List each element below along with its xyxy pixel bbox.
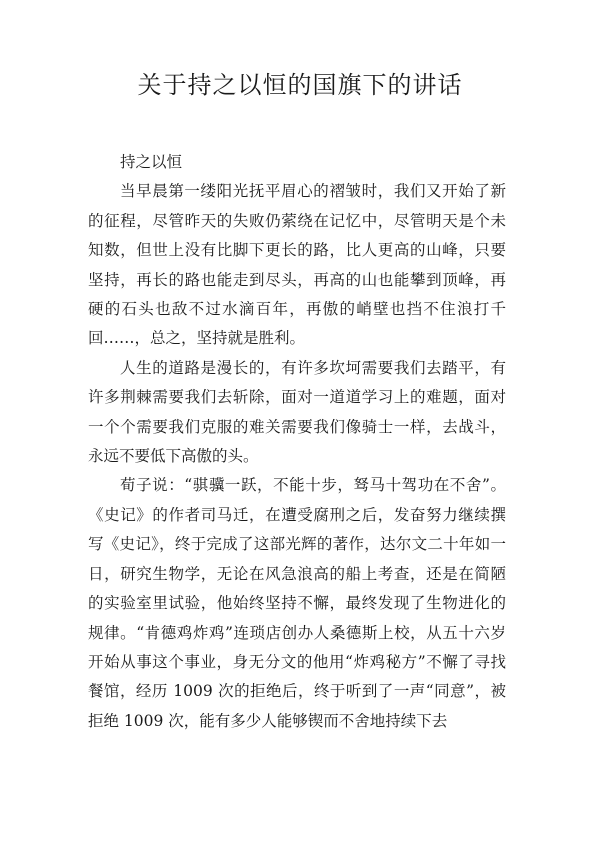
paragraph: 人生的道路是漫长的，有许多坎坷需要我们去踏平，有许多荆棘需要我们去斩除，面对一道道学习上的难题，面对一个个需要我们克服的难关需要我们像骑士一样，去战斗，永远不要低下高傲的头。 (88, 358, 506, 466)
document-body (88, 148, 506, 736)
document-subtitle: 持之以恒 (120, 153, 183, 171)
paragraph: 当早晨第一缕阳光抚平眉心的褶皱时，我们又开始了新的征程，尽管昨天的失败仍萦绕在记忆中，尽管明天是个未知数，但世上没有比脚下更长的路，比人更高的山峰，只要坚持，再长的路也能走到尽头，再高的山也能攀到顶峰，再硬的石头也敌不过水滴百年，再傲的峭壁也挡不住浪打千回……，总之，坚持就是胜利。 (88, 182, 506, 348)
paragraph: 荀子说：“骐骥一跃，不能十步，驽马十驾功在不舍”。《史记》的作者司马迁，在遭受腐刑之后，发奋努力继续撰写《史记》，终于完成了这部光辉的著作，达尔文二十年如一日，研究生物学，无论在风急浪高的船上考查，还是在简陋的实验室里试验，他始终坚持不懈，最终发现了生物进化的规律。“肯德鸡炸鸡”连琐店创办人桑德斯上校，从五十六岁开始从事这个事业，身无分文的他用“炸鸡秘方”不懈了寻找餐馆，经历 1009 次的拒绝后，终于听到了一声“同意”，被拒绝 1009 次，能有多少人能够锲而不舍地持续下去 (88, 476, 506, 730)
document-title: 关于持之以恒的国旗下的讲话 (137, 71, 463, 99)
